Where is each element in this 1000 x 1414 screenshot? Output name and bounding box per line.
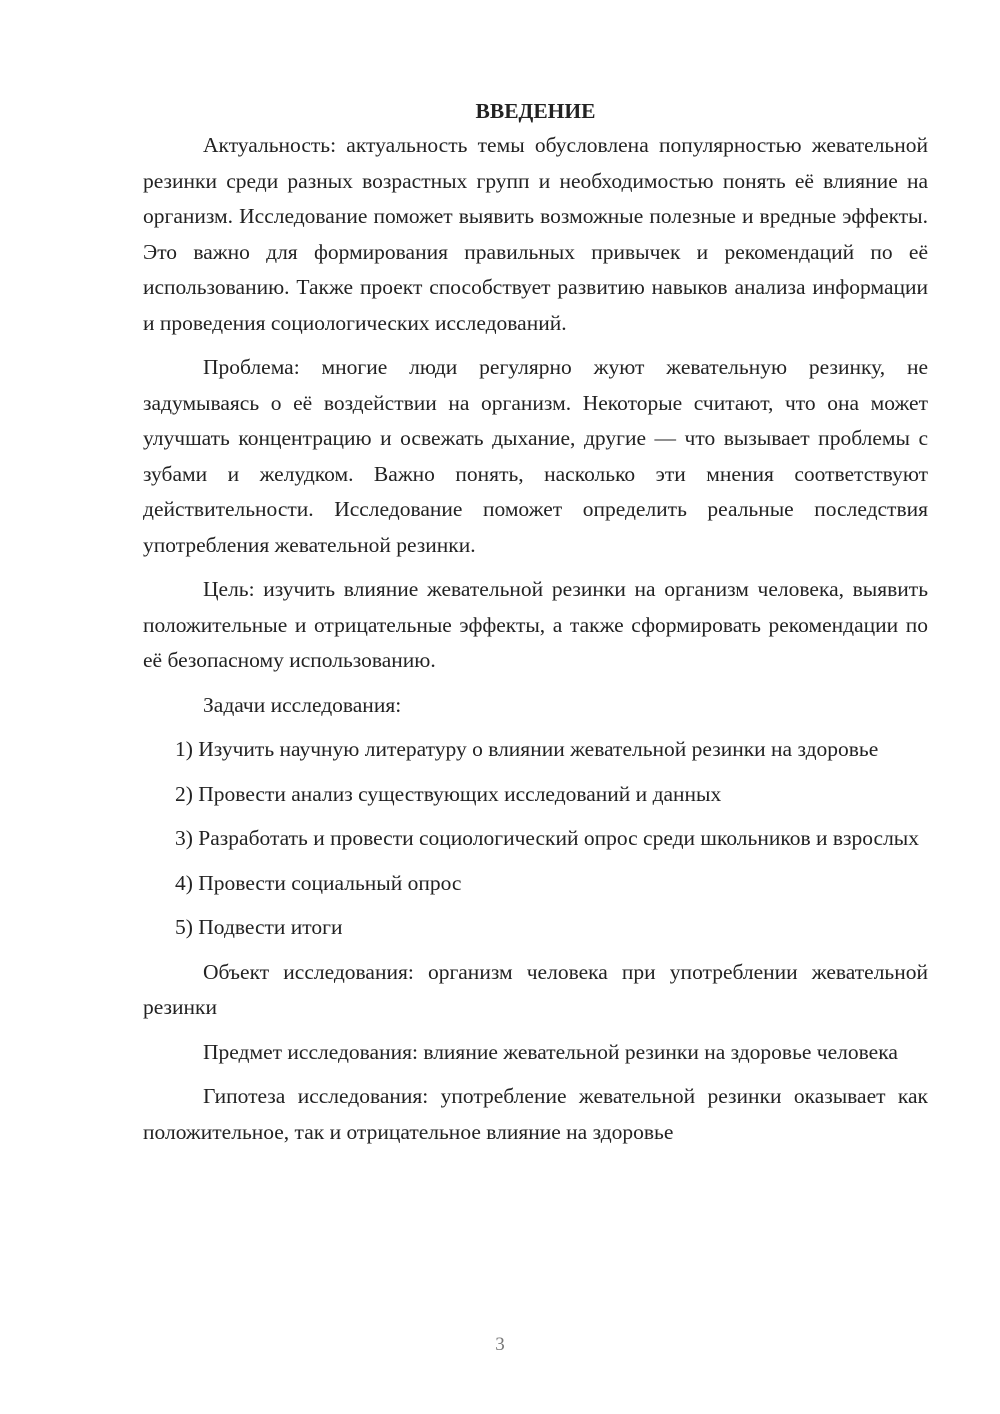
paragraph-goal: Цель: изучить влияние жевательной резинки на организм человека, выявить положительные и отрицательные эффекты, а также сформировать рекомендации по её безопасному использованию.: [143, 577, 928, 672]
paragraph-object: Объект исследования: организм человека при употреблении жевательной резинки: [143, 959, 928, 1019]
task-item: 4) Провести социальный опрос: [175, 870, 462, 895]
page-content: [143, 96, 928, 1150]
tasks-heading: Задачи исследования:: [203, 692, 402, 717]
task-item: 2) Провести анализ существующих исследований и данных: [175, 781, 722, 806]
section-title: ВВЕДЕНИЕ: [475, 99, 596, 123]
paragraph-subject: Предмет исследования: влияние жевательной резинки на здоровье человека: [203, 1039, 898, 1064]
paragraph-problem: Проблема: многие люди регулярно жуют жевательную резинку, не задумываясь о её воздействии на организм. Некоторые считают, что она может улучшать концентрацию и освежать дыхание, другие — что вызывает проблемы с зубами и желудком. Важно понять, насколько эти мнения соответствуют действительности. Исследование поможет определить реальные последствия употребления жевательной резинки.: [143, 355, 928, 557]
task-item: 5) Подвести итоги: [175, 915, 343, 939]
paragraph-relevance: Актуальность: актуальность темы обусловлена популярностью жевательной резинки среди разных возрастных групп и необходимостью понять её влияние на организм. Исследование поможет выявить возможные полезные и вредные эффекты. Это важно для формирования правильных привычек и рекомендаций по её использованию. Также проект способствует развитию навыков анализа информации и проведения социологических исследований.: [143, 133, 928, 335]
task-item: 1) Изучить научную литературу о влиянии жевательной резинки на здоровье: [175, 737, 879, 761]
paragraph-hypothesis: Гипотеза исследования: употребление жевательной резинки оказывает как положительное, так и отрицательное влияние на здоровье: [143, 1084, 928, 1144]
task-item: 3) Разработать и провести социологический опрос среди школьников и взрослых: [175, 826, 920, 850]
page-number: 3: [495, 1334, 505, 1355]
